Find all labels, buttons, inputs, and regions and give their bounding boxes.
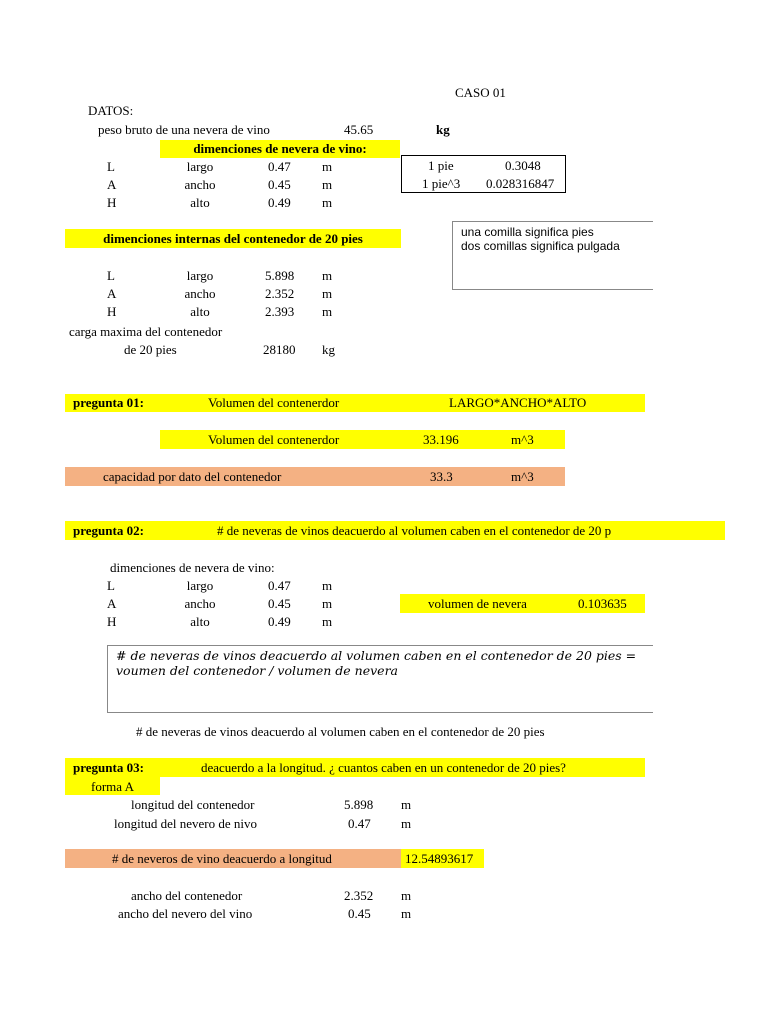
volumen-nevera-value: 0.103635 bbox=[578, 596, 627, 611]
ancho-nevero-value: 0.45 bbox=[348, 906, 371, 921]
sheet-title: CASO 01 bbox=[455, 85, 506, 100]
dim-unit: m bbox=[322, 195, 333, 210]
conversion-label: 1 pie bbox=[428, 158, 454, 173]
ancho-contenedor-unit: m bbox=[401, 888, 412, 903]
dim-sym: A bbox=[107, 596, 117, 611]
dim-sym: H bbox=[107, 614, 117, 629]
dim-unit: m bbox=[322, 596, 333, 611]
volumen-nevera-label: volumen de nevera bbox=[428, 596, 527, 611]
carga-label-2: de 20 pies bbox=[124, 342, 177, 357]
result-text: # de neveras de vinos deacuerdo al volumen caben en el contenedor de 20 pies bbox=[136, 724, 545, 739]
equation-line: # de neveras de vinos deacuerdo al volumen caben en el contenedor de 20 pies = bbox=[116, 648, 637, 663]
pregunta02-label: pregunta 02: bbox=[73, 523, 144, 538]
longitud-nevero-label: longitud del nevero de nivo bbox=[114, 816, 257, 831]
conversion-value: 0.028316847 bbox=[486, 176, 555, 191]
dim-value: 0.49 bbox=[268, 614, 291, 629]
dim-unit: m bbox=[322, 578, 333, 593]
ancho-nevero-unit: m bbox=[401, 906, 412, 921]
dim-unit: m bbox=[322, 159, 333, 174]
dim-name: largo bbox=[186, 578, 214, 593]
nevera-header: dimenciones de nevera de vino: bbox=[193, 141, 367, 156]
dim-sym: L bbox=[107, 578, 115, 593]
cont-value: 5.898 bbox=[265, 268, 295, 283]
ancho-contenedor-value: 2.352 bbox=[344, 888, 374, 903]
volumen-unit: m^3 bbox=[511, 432, 534, 447]
note-line: dos comillas significa pulgada bbox=[461, 239, 620, 253]
capacidad-value: 33.3 bbox=[430, 469, 453, 484]
cont-sym: H bbox=[107, 304, 117, 319]
cont-unit: m bbox=[322, 286, 333, 301]
peso-value: 45.65 bbox=[344, 122, 374, 137]
dim-name: ancho bbox=[184, 177, 216, 192]
contenedor-header: dimenciones internas del contenedor de 20 pies bbox=[103, 231, 363, 246]
dim-name: ancho bbox=[184, 596, 216, 611]
longitud-contenedor-value: 5.898 bbox=[344, 797, 374, 812]
longitud-nevero-unit: m bbox=[401, 816, 412, 831]
datos-label: DATOS: bbox=[88, 103, 134, 118]
dim-sym: A bbox=[107, 177, 117, 192]
pregunta01-text: Volumen del contenerdor bbox=[208, 395, 340, 410]
peso-label: peso bruto de una nevera de vino bbox=[98, 122, 270, 137]
cont-sym: L bbox=[107, 268, 115, 283]
carga-label: carga maxima del contenedor bbox=[69, 324, 223, 339]
capacidad-unit: m^3 bbox=[511, 469, 534, 484]
cont-unit: m bbox=[322, 304, 333, 319]
longitud-contenedor-unit: m bbox=[401, 797, 412, 812]
cont-value: 2.393 bbox=[265, 304, 295, 319]
ancho-contenedor-label: ancho del contenedor bbox=[131, 888, 243, 903]
dim-unit: m bbox=[322, 177, 333, 192]
pregunta01-label: pregunta 01: bbox=[73, 395, 144, 410]
result-value: 12.54893617 bbox=[405, 851, 474, 866]
dim-value: 0.45 bbox=[268, 177, 291, 192]
cont-sym: A bbox=[107, 286, 117, 301]
dim-name: alto bbox=[190, 614, 210, 629]
carga-value: 28180 bbox=[263, 342, 296, 357]
pregunta01-formula: LARGO*ANCHO*ALTO bbox=[449, 395, 587, 410]
dim-value: 0.45 bbox=[268, 596, 291, 611]
longitud-nevero-value: 0.47 bbox=[348, 816, 371, 831]
pregunta03-label: pregunta 03: bbox=[73, 760, 144, 775]
longitud-contenedor-label: longitud del contenedor bbox=[131, 797, 255, 812]
conversion-label: 1 pie^3 bbox=[422, 176, 461, 191]
result-label: # de neveros de vino deacuerdo a longitud bbox=[112, 851, 332, 866]
equation-line: voumen del contenedor / volumen de nevera bbox=[116, 663, 399, 678]
carga-unit: kg bbox=[322, 342, 335, 357]
dim-sym: L bbox=[107, 159, 115, 174]
cont-name: ancho bbox=[184, 286, 216, 301]
volumen-label: Volumen del contenerdor bbox=[208, 432, 340, 447]
dim-sym: H bbox=[107, 195, 117, 210]
volumen-value: 33.196 bbox=[423, 432, 459, 447]
conversion-value: 0.3048 bbox=[505, 158, 541, 173]
ancho-nevero-label: ancho del nevero del vino bbox=[118, 906, 253, 921]
pregunta02-text: # de neveras de vinos deacuerdo al volumen caben en el contenedor de 20 p bbox=[217, 523, 612, 538]
peso-unit: kg bbox=[436, 122, 450, 137]
dim-value: 0.49 bbox=[268, 195, 291, 210]
dim-unit: m bbox=[322, 614, 333, 629]
dim-header: dimenciones de nevera de vino: bbox=[110, 560, 275, 575]
note-line: una comilla significa pies bbox=[461, 225, 594, 239]
dim-value: 0.47 bbox=[268, 159, 291, 174]
dim-value: 0.47 bbox=[268, 578, 291, 593]
dim-name: largo bbox=[186, 159, 214, 174]
capacidad-label: capacidad por dato del contenedor bbox=[103, 469, 282, 484]
cont-value: 2.352 bbox=[265, 286, 295, 301]
forma-label: forma A bbox=[91, 779, 134, 794]
cont-name: alto bbox=[190, 304, 210, 319]
cont-name: largo bbox=[186, 268, 214, 283]
dim-name: alto bbox=[190, 195, 210, 210]
cont-unit: m bbox=[322, 268, 333, 283]
pregunta03-text: deacuerdo a la longitud. ¿ cuantos caben en un contenedor de 20 pies? bbox=[201, 760, 566, 775]
